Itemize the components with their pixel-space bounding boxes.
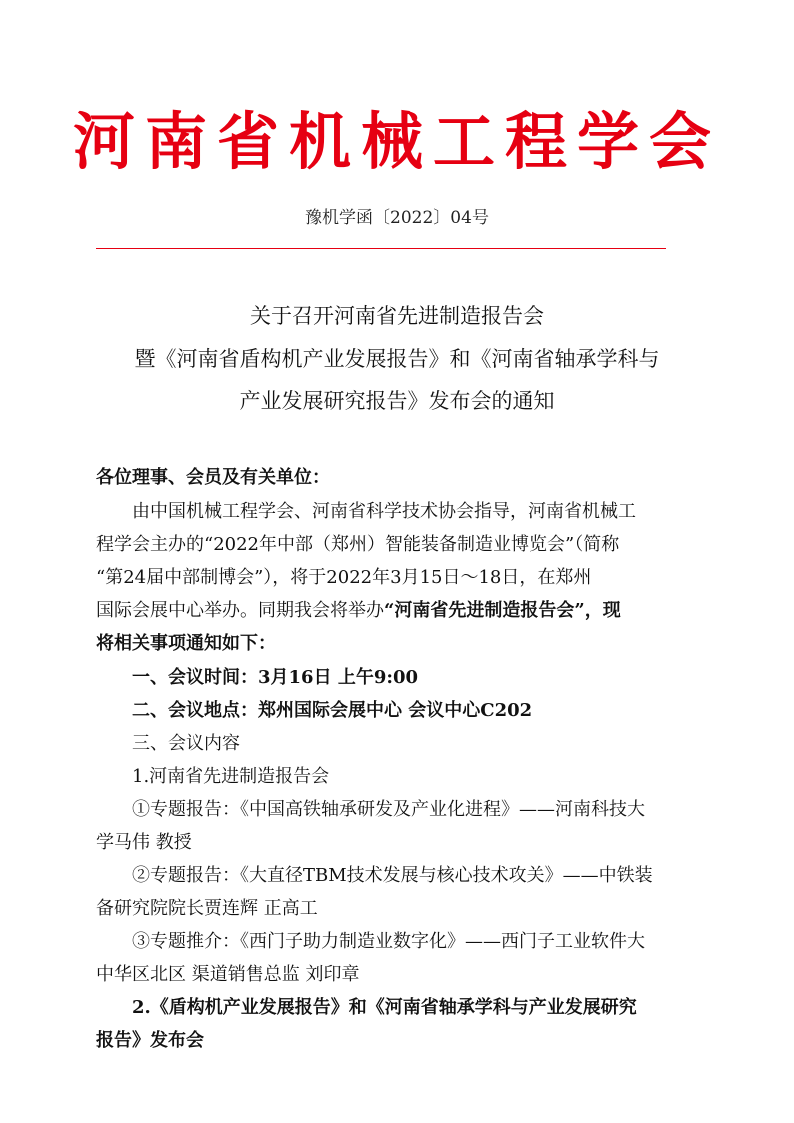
report-2-line-1: ②专题报告：《大直径TBM技术发展与核心技术攻关》——中铁装: [132, 865, 653, 886]
report-2-line-2: 备研究院院长贾连辉 正高工: [96, 898, 318, 919]
salutation: 各位理事、会员及有关单位：: [96, 467, 330, 488]
meeting-time: 一、会议时间：3月16日 上午9:00: [132, 667, 419, 688]
document-number: 豫机学函〔2022〕04号: [305, 208, 489, 228]
section-1-heading: 1.河南省先进制造报告会: [132, 766, 330, 787]
paragraph-line: 程学会主办的“2022年中部（郑州）智能装备制造业博览会”（简称: [96, 534, 620, 555]
meeting-content-heading: 三、会议内容: [132, 733, 240, 754]
title-line-2: 暨《河南省盾构机产业发展报告》和《河南省轴承学科与: [134, 347, 660, 371]
paragraph-line: [96, 597, 621, 625]
highlighted-event-name: “河南省先进制造报告会”，现: [384, 600, 621, 621]
paragraph-line: 将相关事项通知如下：: [96, 633, 276, 654]
title-line-3: 产业发展研究报告》发布会的通知: [239, 389, 555, 413]
red-divider: [96, 248, 666, 249]
section-2-heading-line-2: 报告》发布会: [96, 1030, 204, 1051]
paragraph-text: 国际会展中心举办。同期我会将举办: [96, 600, 384, 621]
meeting-location: 二、会议地点：郑州国际会展中心 会议中心C202: [132, 700, 533, 721]
report-3-line-1: ③专题推介：《西门子助力制造业数字化》——西门子工业软件大: [132, 931, 645, 952]
section-2-heading-line-1: 2.《盾构机产业发展报告》和《河南省轴承学科与产业发展研究: [132, 997, 637, 1018]
report-3-line-2: 中华区北区 渠道销售总监 刘印章: [96, 964, 360, 985]
paragraph-line: 由中国机械工程学会、河南省科学技术协会指导，河南省机械工: [132, 501, 636, 522]
title-line-1: 关于召开河南省先进制造报告会: [250, 304, 544, 328]
report-1-line-1: ①专题报告：《中国高铁轴承研发及产业化进程》——河南科技大: [132, 799, 645, 820]
paragraph-line: “第24届中部制博会”），将于2022年3月15日～18日，在郑州: [96, 567, 592, 588]
report-1-line-2: 学马伟 教授: [96, 832, 192, 853]
organization-name: 河南省机械工程学会: [72, 105, 721, 178]
